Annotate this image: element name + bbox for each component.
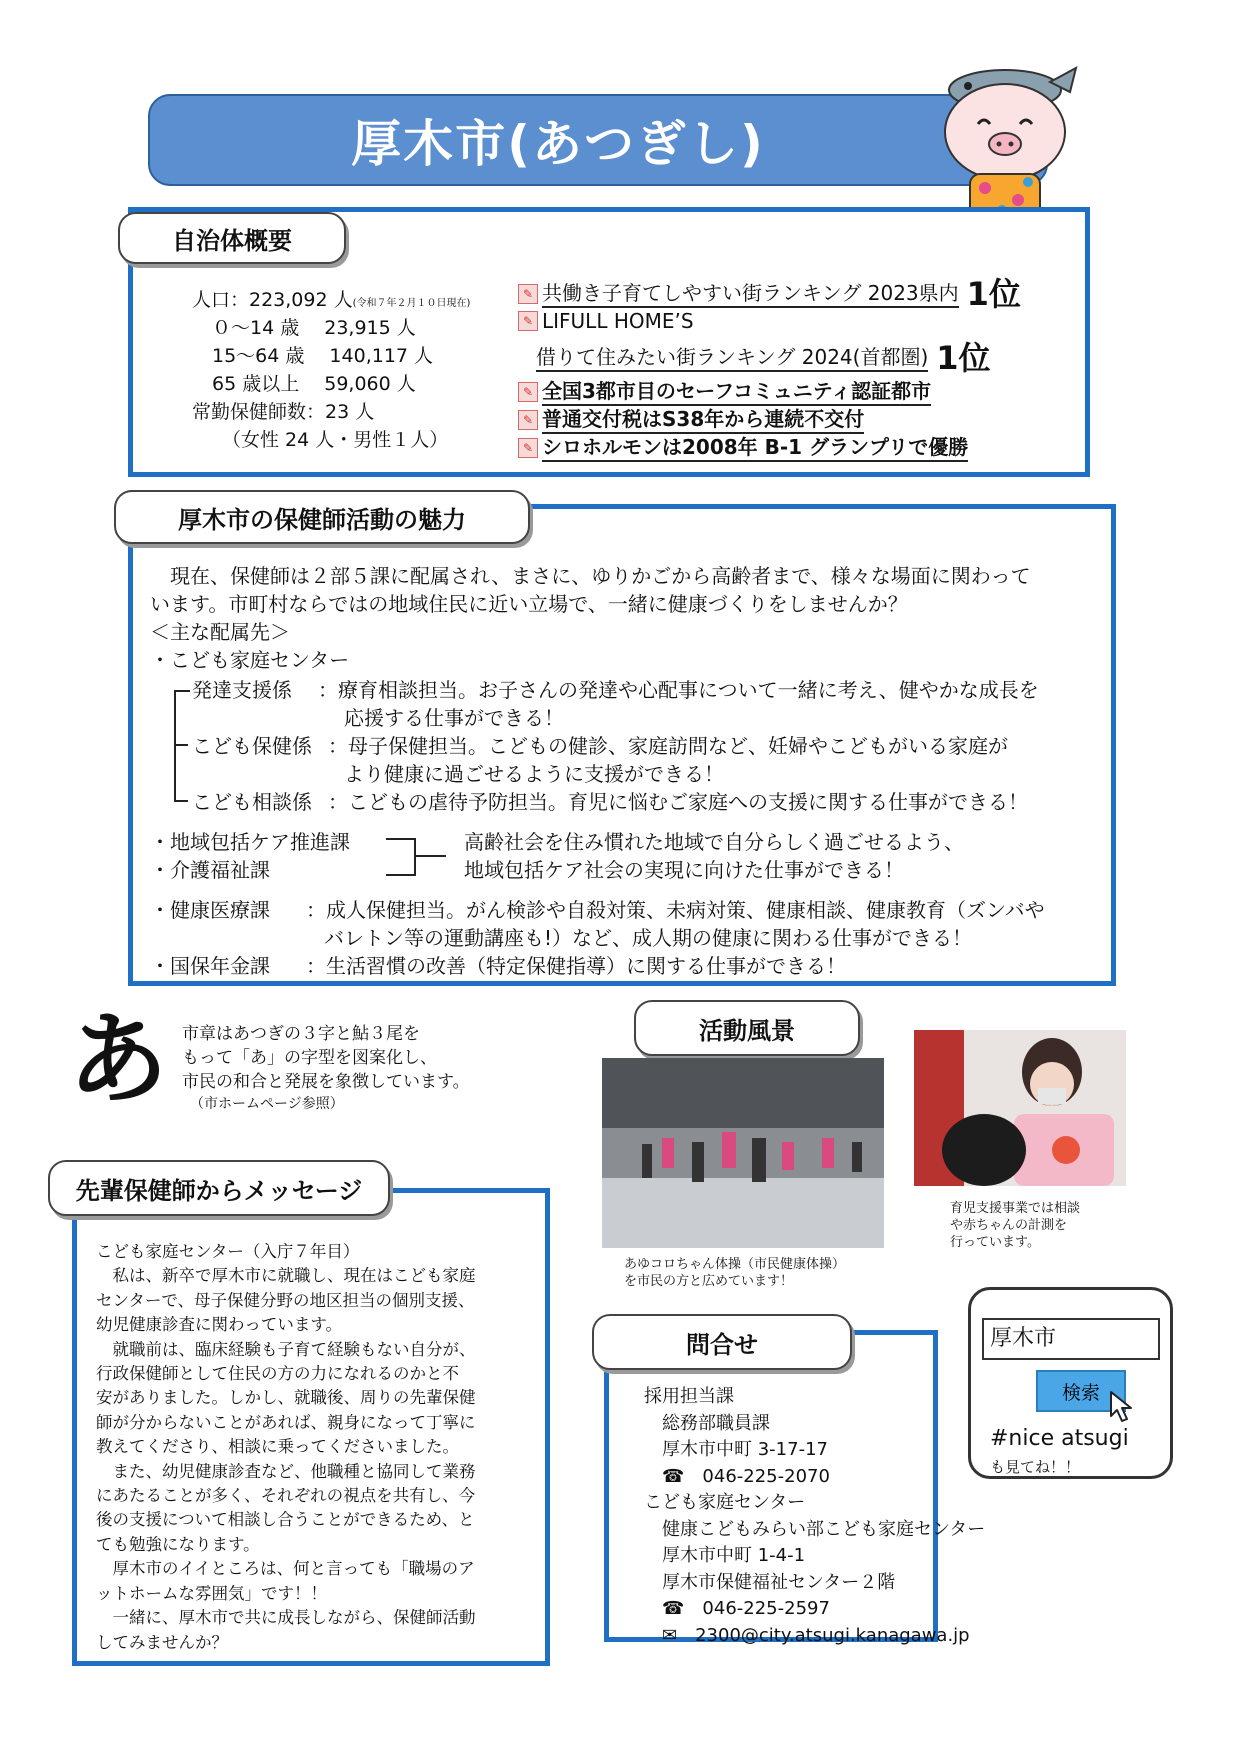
hattatsu-label: 発達支援係 xyxy=(192,678,292,702)
nurse-breakdown: （女性 24 人・男性１人） xyxy=(222,429,449,451)
rank-item-4: ✎ 普通交付税はS38年から連続不交付 xyxy=(518,406,864,434)
emblem-text-1: 市章はあつぎの３字と鮎３尾を xyxy=(182,1024,420,1044)
hashtag-note: も見てね！！ xyxy=(990,1458,1081,1476)
rank-item-2: ✎ LIFULL HOME’S xyxy=(518,308,694,334)
chiiki-desc-1: 高齢社会を住み慣れた地域で自分らしく過ごせるよう、 xyxy=(464,830,964,854)
kaigo-label: ・介護福祉課 xyxy=(150,858,270,882)
contact-line: 健康こどもみらい部こども家庭センター xyxy=(644,1518,986,1540)
contact-line: 厚木市保健福祉センター２階 xyxy=(644,1571,896,1593)
appeal-intro-2: います。市町村ならではの地域住民に近い立場で、一緒に健康づくりをしませんか？ xyxy=(150,592,908,616)
hashtag: #nice atsugi xyxy=(990,1426,1129,1451)
message-line: 安がありました。しかし、就職後、周りの先輩保健 xyxy=(96,1388,476,1408)
tree-branch xyxy=(174,800,188,802)
memo-icon: ✎ xyxy=(518,438,538,458)
message-line: ても勉強になります。 xyxy=(96,1534,260,1554)
message-line: 厚木市のイイところは、何と言っても「職場のア xyxy=(96,1559,475,1579)
exercise-caption-1: あゆコロちゃん体操（市民健康体操） xyxy=(624,1257,846,1272)
hattatsu-desc-2: 応援する仕事ができる！ xyxy=(344,706,564,730)
rank-item-2b: 借りて住みたい街ランキング 2024(首都圏) 1位 xyxy=(536,339,991,377)
kenko-desc-1: ：成人保健担当。がん検診や自殺対策、未病対策、健康相談、健康教育（ズンバや xyxy=(306,898,1045,922)
section-label: ＜主な配属先＞ xyxy=(150,620,290,644)
message-body xyxy=(96,1240,476,1655)
age-65: 65 歳以上 59,060 人 xyxy=(212,373,416,395)
rank-item-3: ✎ 全国3都市目のセーフコミュニティ認証都市 xyxy=(518,378,931,406)
memo-icon: ✎ xyxy=(518,410,538,430)
contact-phone[interactable]: ☎ 046-225-2597 xyxy=(644,1598,830,1619)
message-line: 就職前は、臨床経験も子育て経験もない自分が、 xyxy=(96,1339,476,1359)
kenko-label: ・健康医療課 xyxy=(150,898,270,922)
message-line: 一緒に、厚木市で共に成長しながら、保健師活動 xyxy=(96,1608,476,1628)
message-line: また、幼児健康診査など、他職種と協同して業務 xyxy=(96,1461,476,1481)
page-title: 厚木市(あつぎし) xyxy=(351,115,765,173)
message-line: こども家庭センター（入庁７年目） xyxy=(96,1242,360,1261)
contact-heading: 問合せ xyxy=(592,1314,852,1370)
emblem-text-2: もって「あ」の字型を図案化し、 xyxy=(182,1048,437,1068)
age-15-64: 15～64 歳 140,117 人 xyxy=(212,345,434,367)
message-line: 後の支援について相談し合うことができるため、と xyxy=(96,1510,475,1530)
memo-icon: ✎ xyxy=(518,382,538,402)
message-line: してみませんか？ xyxy=(96,1632,228,1652)
age-0-14: ０～14 歳 23,915 人 xyxy=(212,317,416,339)
soudan-label: こども相談係 xyxy=(192,790,312,814)
message-line: ットホームな雰囲気」です！！ xyxy=(96,1583,327,1603)
soudan-desc: ：こどもの虐待予防担当。育児に悩むご家庭への支援に関する仕事ができる！ xyxy=(328,790,1028,814)
contact-line: 厚木市中町 3-17-17 xyxy=(644,1439,828,1460)
kokuho-desc: ：生活習慣の改善（特定保健指導）に関する仕事ができる！ xyxy=(306,954,846,978)
message-line: 教えてくださり、相談に乗ってくださいました。 xyxy=(96,1437,459,1457)
overview-heading: 自治体概要 xyxy=(118,212,346,264)
rank-item-1: ✎ 共働き子育てしやすい街ランキング 2023県内 1位 xyxy=(518,280,1021,308)
hoken-desc-1: ：母子保健担当。こどもの健診、家庭訪問など、妊婦やこどもがいる家庭が xyxy=(328,734,1008,758)
population: 人口：223,092 人(令和７年２月１０日現在) xyxy=(192,289,471,311)
emblem-text-3: 市民の和合と発展を象徴しています。 xyxy=(182,1072,470,1092)
childcare-caption-1: 育児支援事業では相談 xyxy=(950,1201,1081,1216)
contact-line: こども家庭センター xyxy=(644,1492,806,1513)
bracket-line xyxy=(416,855,446,857)
message-line: 師が分からないことがあれば、親身になって丁寧に xyxy=(96,1412,476,1432)
exercise-photo xyxy=(602,1058,884,1248)
appeal-intro-1: 現在、保健師は２部５課に配属され、まさに、ゆりかごから高齢者まで、様々な場面に関わって xyxy=(150,564,1031,588)
tree-bracket xyxy=(174,690,190,802)
message-heading: 先輩保健師からメッセージ xyxy=(48,1160,390,1216)
emblem-note: （市ホームページ参照） xyxy=(190,1096,344,1112)
contact-email[interactable]: ✉ 2300@city.atsugi.kanagawa.jp xyxy=(644,1624,970,1646)
hoken-label: こども保健係 xyxy=(192,734,312,758)
search-button[interactable]: 検索 xyxy=(1036,1370,1126,1412)
kodomo-center: ・こども家庭センター xyxy=(150,648,350,672)
hoken-desc-2: より健康に過ごせるように支援ができる！ xyxy=(344,762,724,786)
city-emblem: あ xyxy=(68,1000,168,1118)
childcare-caption-3: 行っています。 xyxy=(950,1235,1040,1250)
memo-icon: ✎ xyxy=(518,284,538,304)
tree-branch xyxy=(174,744,188,746)
search-input[interactable]: 厚木市 xyxy=(982,1318,1160,1360)
contact-phone[interactable]: ☎ 046-225-2070 xyxy=(644,1465,830,1487)
nurse-count: 常勤保健師数：23 人 xyxy=(192,401,375,423)
childcare-photo xyxy=(914,1030,1126,1186)
kenko-desc-2: バレトン等の運動講座も!）など、成人期の健康に関わる仕事ができる！ xyxy=(324,926,973,950)
rank-item-5: ✎ シロホルモンは2008年 B-1 グランプリで 優勝 xyxy=(518,434,968,462)
activity-heading: 活動風景 xyxy=(634,1000,860,1056)
message-line: 行政保健師として住民の方の力になれるのかと不 xyxy=(96,1364,459,1384)
bracket xyxy=(386,838,416,876)
exercise-caption-2: を市民の方と広めています！ xyxy=(624,1274,794,1289)
message-line: 私は、新卒で厚木市に就職し、現在はこども家庭 xyxy=(96,1266,476,1286)
message-line: センターで、母子保健分野の地区担当の個別支援、 xyxy=(96,1290,475,1310)
message-line: にあたることが多く、それぞれの視点を共有し、今 xyxy=(96,1486,476,1506)
message-line: 幼児健康診査に関わっています。 xyxy=(96,1315,343,1335)
chiiki-label: ・地域包括ケア推進課 xyxy=(150,830,350,854)
childcare-caption-2: や赤ちゃんの計測を xyxy=(950,1218,1068,1233)
contact-line: 総務部職員課 xyxy=(644,1412,770,1434)
memo-icon: ✎ xyxy=(518,311,538,331)
hattatsu-desc-1: ：療育相談担当。お子さんの発達や心配事について一緒に考え、健やかな成長を xyxy=(318,678,1039,702)
mascot-illustration xyxy=(930,62,1080,224)
cursor-icon xyxy=(1108,1390,1138,1424)
contact-body xyxy=(644,1384,985,1649)
chiiki-desc-2: 地域包括ケア社会の実現に向けた仕事ができる！ xyxy=(464,858,904,882)
contact-line: 採用担当課 xyxy=(644,1386,734,1407)
appeal-heading: 厚木市の保健師活動の魅力 xyxy=(114,490,530,544)
kokuho-label: ・国保年金課 xyxy=(150,954,270,978)
contact-line: 厚木市中町 1-4-1 xyxy=(644,1545,806,1566)
